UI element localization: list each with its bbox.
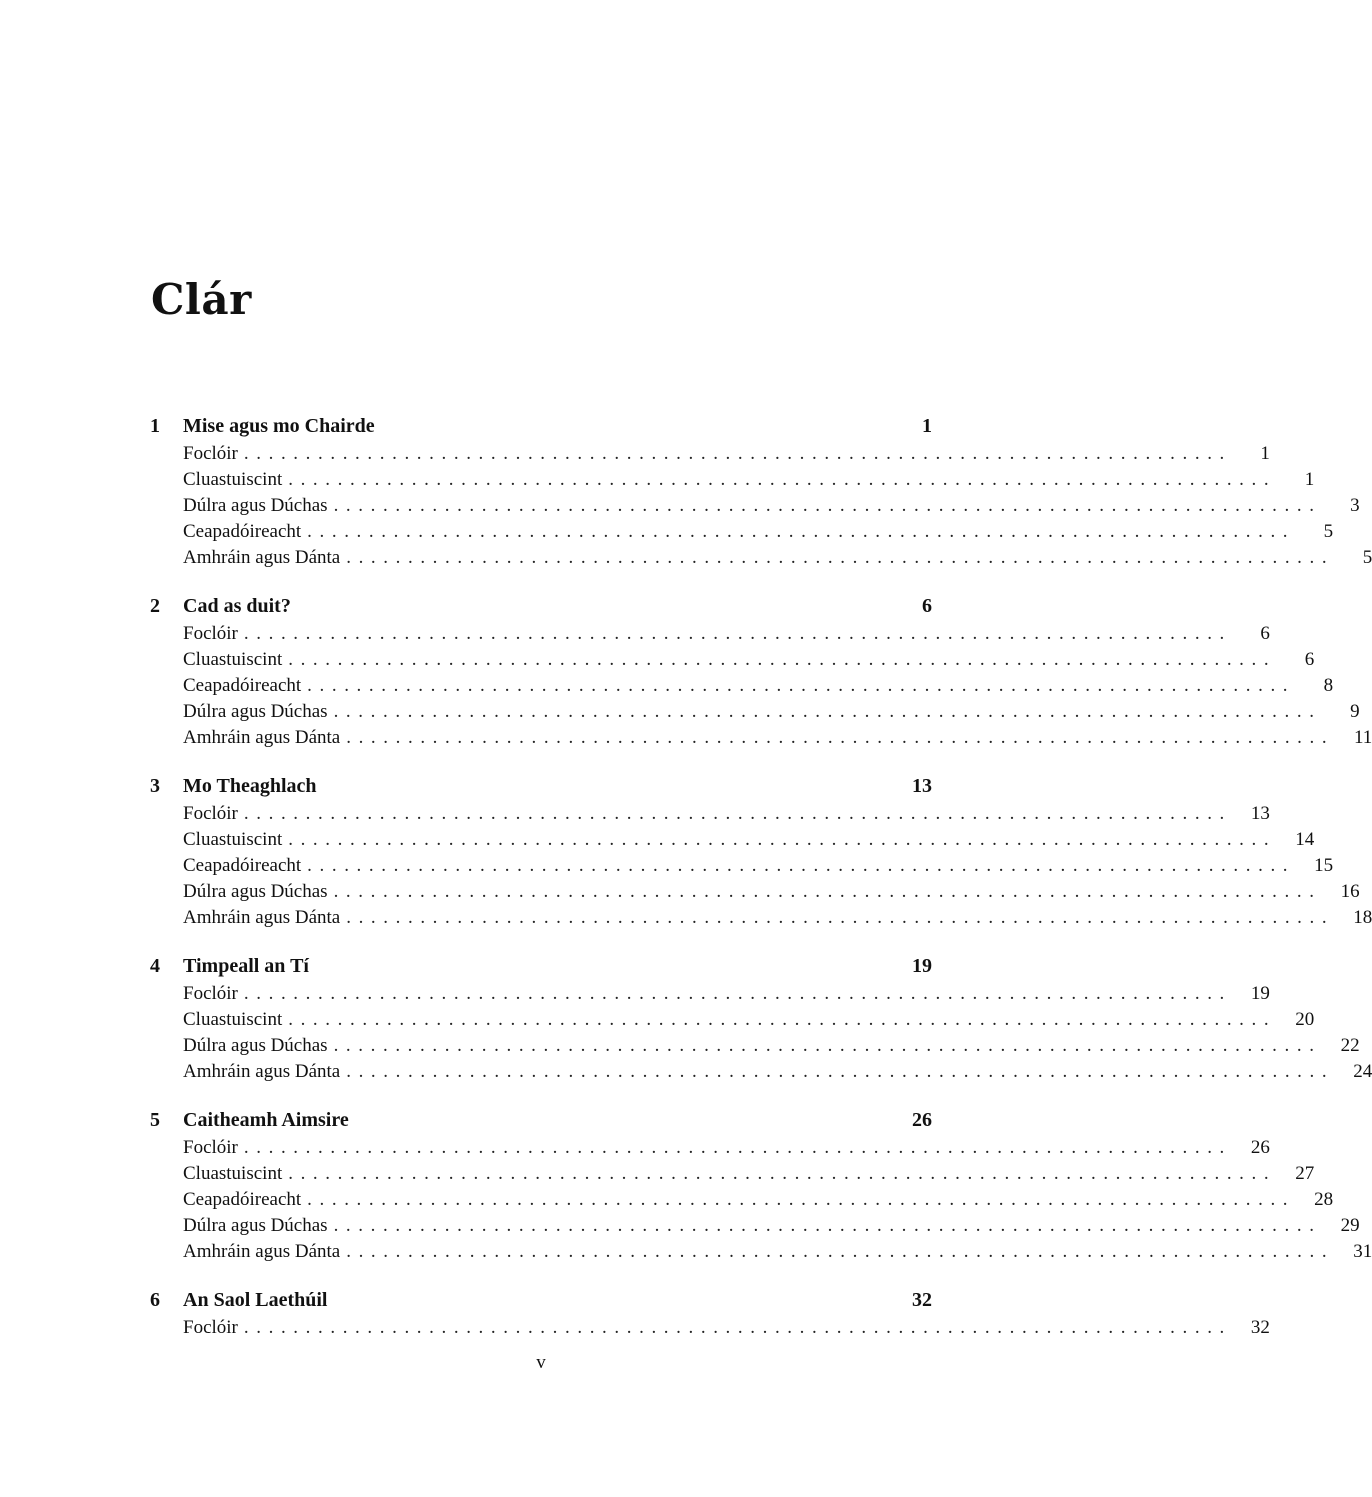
dot-leader: ................................................................................ <box>346 547 1335 568</box>
section-title: Amhráin agus Dánta <box>183 547 341 568</box>
section-title: Foclóir <box>183 623 238 644</box>
section-entry[interactable] <box>150 621 1270 647</box>
dot-leader: ................................................................................ <box>346 1061 1335 1082</box>
dot-leader: ................................................................................ <box>307 1189 1296 1210</box>
dot-leader: ................................................................................ <box>307 855 1296 876</box>
page-title: Clár <box>151 275 252 324</box>
section-entry[interactable] <box>150 905 1372 931</box>
chapter-entry[interactable] <box>150 952 932 981</box>
dot-leader: ................................................................................ <box>333 1035 1322 1056</box>
section-title: Ceapadóireacht <box>183 521 302 542</box>
section-title: Foclóir <box>183 803 238 824</box>
section-entry[interactable] <box>150 1135 1270 1161</box>
section-title: Dúlra agus Dúchas <box>183 1215 328 1236</box>
section-page: 27 <box>1295 1163 1315 1184</box>
section-page: 11 <box>1353 727 1372 748</box>
section-entry[interactable] <box>150 545 1372 571</box>
section-title: Dúlra agus Dúchas <box>183 701 328 722</box>
section-title: Amhráin agus Dánta <box>183 727 341 748</box>
section-title: Amhráin agus Dánta <box>183 1061 341 1082</box>
section-page: 6 <box>1304 649 1315 670</box>
chapter-title: Timpeall an Tí <box>183 955 309 977</box>
section-entry[interactable] <box>150 673 1334 699</box>
section-page: 19 <box>1250 983 1270 1004</box>
dot-leader: ................................................................................ <box>346 727 1335 748</box>
section-entry[interactable] <box>150 725 1372 751</box>
section-title: Cluastuiscint <box>183 829 283 850</box>
section-page: 1 <box>1260 443 1270 464</box>
section-entry[interactable] <box>150 647 1315 673</box>
section-title: Foclóir <box>183 1137 238 1158</box>
section-entry[interactable] <box>150 1161 1315 1187</box>
section-page: 3 <box>1350 495 1360 516</box>
dot-leader: ................................................................................ <box>288 829 1277 850</box>
section-title: Amhráin agus Dánta <box>183 1241 341 1262</box>
chapter-title: An Saol Laethúil <box>183 1289 328 1311</box>
section-title: Cluastuiscint <box>183 469 283 490</box>
section-page: 8 <box>1323 675 1334 696</box>
section-page: 29 <box>1340 1215 1360 1236</box>
section-title: Cluastuiscint <box>183 649 283 670</box>
chapter-page: 26 <box>912 1109 932 1131</box>
dot-leader: ................................................................................ <box>333 495 1322 516</box>
chapter-number: 6 <box>150 1289 160 1311</box>
chapter-entry[interactable] <box>150 1286 932 1315</box>
section-title: Cluastuiscint <box>183 1163 283 1184</box>
chapter-title: Caitheamh Aimsire <box>183 1109 349 1131</box>
section-title: Amhráin agus Dánta <box>183 907 341 928</box>
section-page: 13 <box>1250 803 1270 824</box>
section-title: Ceapadóireacht <box>183 855 302 876</box>
chapter-page: 13 <box>912 775 932 797</box>
dot-leader: ................................................................................ <box>288 469 1277 490</box>
section-page: 32 <box>1250 1317 1270 1338</box>
section-entry[interactable] <box>150 879 1360 905</box>
section-title: Foclóir <box>183 983 238 1004</box>
section-page: 24 <box>1353 1061 1372 1082</box>
chapter-entry[interactable] <box>150 592 932 621</box>
section-title: Dúlra agus Dúchas <box>183 881 328 902</box>
chapter-number: 5 <box>150 1109 160 1131</box>
table-of-contents <box>150 412 1372 1362</box>
chapter-title: Cad as duit? <box>183 595 291 617</box>
section-page: 22 <box>1340 1035 1360 1056</box>
section-entry[interactable] <box>150 1007 1315 1033</box>
section-page: 20 <box>1295 1009 1315 1030</box>
section-page: 18 <box>1353 907 1372 928</box>
chapter-page: 1 <box>922 415 932 437</box>
section-page: 5 <box>1362 547 1372 568</box>
toc-chapter <box>150 1106 1372 1265</box>
section-entry[interactable] <box>150 1315 1270 1341</box>
dot-leader: ................................................................................ <box>333 1215 1322 1236</box>
chapter-number: 1 <box>150 415 160 437</box>
chapter-page: 6 <box>922 595 932 617</box>
section-page: 5 <box>1323 521 1334 542</box>
dot-leader: ................................................................................ <box>243 983 1232 1004</box>
section-entry[interactable] <box>150 467 1315 493</box>
dot-leader: ................................................................................ <box>288 649 1277 670</box>
section-page: 15 <box>1314 855 1334 876</box>
dot-leader: ................................................................................ <box>333 701 1322 722</box>
toc-chapter <box>150 952 1372 1085</box>
section-page: 28 <box>1314 1189 1334 1210</box>
dot-leader: ................................................................................ <box>288 1009 1277 1030</box>
section-title: Foclóir <box>183 1317 238 1338</box>
dot-leader: ................................................................................ <box>288 1163 1277 1184</box>
chapter-entry[interactable] <box>150 412 932 441</box>
section-title: Ceapadóireacht <box>183 675 302 696</box>
dot-leader: ................................................................................ <box>333 881 1322 902</box>
section-title: Cluastuiscint <box>183 1009 283 1030</box>
dot-leader: ................................................................................ <box>243 623 1232 644</box>
dot-leader: ................................................................................ <box>243 1317 1232 1338</box>
chapter-number: 3 <box>150 775 160 797</box>
chapter-number: 4 <box>150 955 160 977</box>
section-page: 14 <box>1295 829 1315 850</box>
section-title: Ceapadóireacht <box>183 1189 302 1210</box>
section-title: Dúlra agus Dúchas <box>183 495 328 516</box>
dot-leader: ................................................................................ <box>243 803 1232 824</box>
section-entry[interactable] <box>150 519 1334 545</box>
section-entry[interactable] <box>150 981 1270 1007</box>
section-entry[interactable] <box>150 1059 1372 1085</box>
dot-leader: ................................................................................ <box>307 521 1296 542</box>
toc-chapter <box>150 1286 1270 1341</box>
chapter-entry[interactable] <box>150 1106 932 1135</box>
toc-chapter <box>150 412 1372 571</box>
section-page: 9 <box>1350 701 1360 722</box>
section-entry[interactable] <box>150 1213 1360 1239</box>
section-entry[interactable] <box>150 853 1334 879</box>
chapter-page: 19 <box>912 955 932 977</box>
dot-leader: ................................................................................ <box>243 1137 1232 1158</box>
section-title: Foclóir <box>183 443 238 464</box>
section-entry[interactable] <box>150 801 1270 827</box>
section-entry[interactable] <box>150 1187 1334 1213</box>
section-entry[interactable] <box>150 699 1360 725</box>
section-entry[interactable] <box>150 1033 1360 1059</box>
page-number: v <box>536 1352 546 1373</box>
dot-leader: ................................................................................ <box>307 675 1296 696</box>
dot-leader: ................................................................................ <box>243 443 1232 464</box>
section-title: Dúlra agus Dúchas <box>183 1035 328 1056</box>
toc-chapter <box>150 592 1372 751</box>
chapter-title: Mo Theaghlach <box>183 775 317 797</box>
section-entry[interactable] <box>150 827 1315 853</box>
section-entry[interactable] <box>150 1239 1372 1265</box>
dot-leader: ................................................................................ <box>346 1241 1335 1262</box>
toc-chapter <box>150 772 1372 931</box>
section-page: 31 <box>1353 1241 1372 1262</box>
chapter-page: 32 <box>912 1289 932 1311</box>
section-entry[interactable] <box>150 441 1270 467</box>
section-page: 26 <box>1250 1137 1270 1158</box>
chapter-title: Mise agus mo Chairde <box>183 415 375 437</box>
section-page: 16 <box>1340 881 1360 902</box>
chapter-entry[interactable] <box>150 772 932 801</box>
dot-leader: ................................................................................ <box>346 907 1335 928</box>
chapter-number: 2 <box>150 595 160 617</box>
section-page: 6 <box>1260 623 1270 644</box>
section-page: 1 <box>1304 469 1315 490</box>
section-entry[interactable] <box>150 493 1360 519</box>
